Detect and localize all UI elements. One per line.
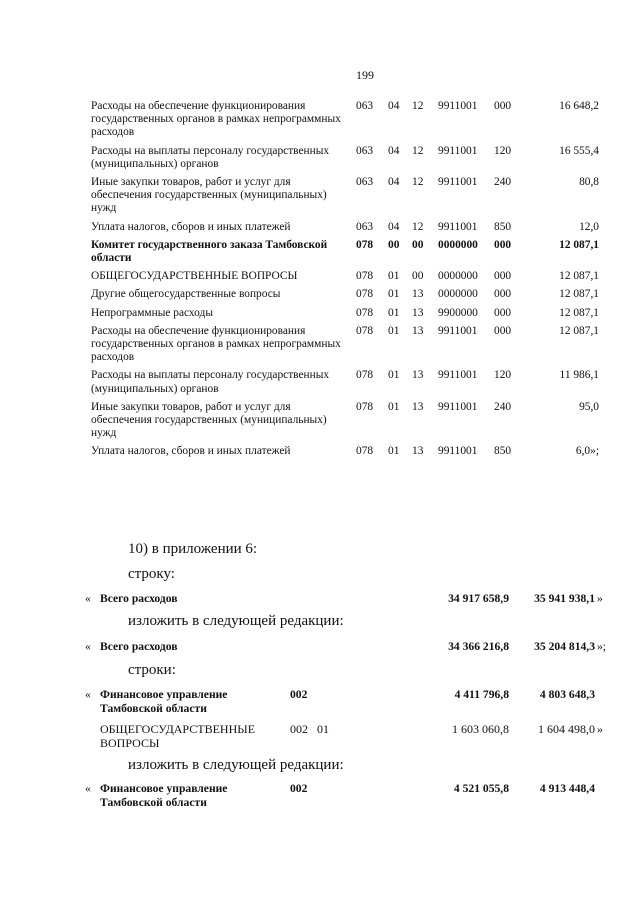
cell-expense-type: 850 [494,445,512,458]
row-description: Непрограммные расходы [91,306,213,319]
value-2: 4 803 648,3 [539,688,595,701]
cell-ministry-code: 078 [356,324,374,337]
cell-expense-type: 850 [494,220,512,233]
cell-amount: 16 555,4 [559,144,599,157]
cell-subsection-code: 00 [412,238,424,251]
value-2: 35 204 814,3 [534,640,595,653]
instruction-izlozhit-2: изложить в следующей редакции: [128,757,344,773]
cell-expense-type: 000 [494,288,512,301]
obshch-row [85,722,615,752]
table-row [91,307,611,320]
cell-target-article: 9900000 [438,306,478,319]
row-name: Финансовое управление Тамбовской области [100,782,228,809]
cell-section-code: 01 [388,324,400,337]
cell-target-article: 9911001 [438,400,478,413]
close-quote: »; [597,640,607,653]
cell-ministry-code: 063 [356,144,374,157]
cell-amount: 12 087,1 [559,288,599,301]
table-row [91,288,611,301]
table-row [91,270,611,283]
cell-subsection-code: 12 [412,144,424,157]
table-row [91,145,611,171]
total-row-old [85,592,615,608]
total-row-new [85,640,615,656]
instruction-izlozhit-1: изложить в следующей редакции: [128,613,344,629]
row-code: 002 [290,782,308,795]
cell-subsection-code: 12 [412,176,424,189]
instruction-stroku: строку: [128,566,175,582]
table-row [91,401,611,441]
row-description: Комитет государственного заказа Тамбовской области [91,238,328,265]
cell-section-code: 01 [388,400,400,413]
row-name: Всего расходов [100,640,178,653]
cell-amount: 12 087,1 [559,238,599,251]
fin-row-old [85,688,615,718]
cell-subsection-code: 13 [412,288,424,301]
row-description: Расходы на выплаты персоналу государственных (муниципальных) органов [91,144,330,170]
row-description: Расходы на выплаты персоналу государственных (муниципальных) органов [91,369,330,395]
open-quote: « [85,640,91,653]
cell-expense-type: 000 [494,100,512,112]
cell-amount: 12 087,1 [559,324,599,337]
cell-expense-type: 240 [494,400,512,413]
section-heading: 10) в приложении 6: [128,541,258,557]
table-row [91,100,611,140]
row-description: Уплата налогов, сборов и иных платежей [91,445,291,458]
row-description: Другие общегосударственные вопросы [91,288,281,301]
cell-ministry-code: 078 [356,270,374,283]
row-description: Иные закупки товаров, работ и услуг для обеспечения государственных (муниципальных) нужд [91,176,327,215]
row-code: 002 [290,688,308,701]
cell-section-code: 04 [388,144,400,157]
cell-section-code: 01 [388,288,400,301]
cell-ministry-code: 063 [356,100,374,112]
cell-section-code: 04 [388,220,400,233]
page-number: 199 [356,68,374,82]
cell-target-article: 9911001 [438,100,478,112]
row-code: 002 01 [290,722,329,736]
fin-row-new [85,782,615,812]
cell-amount: 11 986,1 [559,369,599,382]
close-quote: » [597,592,603,605]
cell-ministry-code: 078 [356,445,374,458]
cell-amount: 95,0 [579,400,599,413]
cell-expense-type: 240 [494,176,512,189]
value-2: 4 913 448,4 [539,782,595,795]
instruction-stroki: строки: [128,662,176,678]
cell-amount: 6,0»; [575,445,599,458]
close-quote: » [597,722,603,736]
cell-ministry-code: 063 [356,176,374,189]
cell-amount: 80,8 [579,176,599,189]
table-row [91,239,611,265]
row-description: ОБЩЕГОСУДАРСТВЕННЫЕ ВОПРОСЫ [91,270,298,283]
value-1: 34 366 216,8 [448,640,509,653]
value-2: 35 941 938,1 [534,592,595,605]
value-1: 34 917 658,9 [448,592,509,605]
cell-ministry-code: 078 [356,238,374,251]
row-description: Иные закупки товаров, работ и услуг для обеспечения государственных (муниципальных) нужд [91,400,327,440]
cell-amount: 12 087,1 [559,306,599,319]
table-row [91,325,611,365]
cell-target-article: 0000000 [438,238,478,251]
table-row [91,176,611,216]
open-quote: « [85,782,91,795]
cell-amount: 12 087,1 [559,270,599,283]
cell-amount: 12,0 [579,220,599,233]
cell-target-article: 9911001 [438,176,478,189]
cell-section-code: 04 [388,176,400,189]
cell-subsection-code: 12 [412,100,424,112]
cell-section-code: 01 [388,306,400,319]
cell-amount: 16 648,2 [559,100,599,112]
value-1: 1 603 060,8 [452,722,509,736]
cell-subsection-code: 13 [412,445,424,458]
cell-ministry-code: 078 [356,306,374,319]
cell-expense-type: 120 [494,144,512,157]
cell-target-article: 9911001 [438,220,478,233]
cell-target-article: 9911001 [438,324,478,337]
cell-subsection-code: 00 [412,270,424,283]
open-quote: « [85,592,91,605]
cell-subsection-code: 13 [412,306,424,319]
cell-expense-type: 000 [494,306,512,319]
value-1: 4 521 055,8 [453,782,509,795]
cell-target-article: 0000000 [438,288,478,301]
value-2: 1 604 498,0 [538,722,595,736]
cell-subsection-code: 13 [412,324,424,337]
table-row [91,445,611,458]
cell-expense-type: 000 [494,238,512,251]
cell-subsection-code: 13 [412,400,424,413]
cell-expense-type: 000 [494,324,512,337]
cell-ministry-code: 078 [356,369,374,382]
cell-expense-type: 000 [494,270,512,283]
cell-ministry-code: 078 [356,288,374,301]
cell-section-code: 04 [388,100,400,112]
row-description: Уплата налогов, сборов и иных платежей [91,220,291,233]
row-name: Всего расходов [100,592,178,605]
row-description: Расходы на обеспечение функционирования государственных органов в рамках непрограммных расходов [91,100,341,139]
budget-table [91,100,611,464]
cell-section-code: 01 [388,270,400,283]
value-1: 4 411 796,8 [454,688,509,701]
cell-subsection-code: 12 [412,220,424,233]
row-name: Финансовое управление Тамбовской области [100,688,228,715]
cell-target-article: 9911001 [438,445,478,458]
cell-target-article: 9911001 [438,144,478,157]
row-name: ОБЩЕГОСУДАРСТВЕННЫЕ ВОПРОСЫ [100,722,256,750]
cell-section-code: 00 [388,238,400,251]
row-description: Расходы на обеспечение функционирования государственных органов в рамках непрограммных расходов [91,324,341,364]
cell-subsection-code: 13 [412,369,424,382]
table-row [91,221,611,234]
open-quote: « [85,688,91,701]
cell-ministry-code: 078 [356,400,374,413]
cell-section-code: 01 [388,445,400,458]
cell-target-article: 9911001 [438,369,478,382]
cell-target-article: 0000000 [438,270,478,283]
cell-ministry-code: 063 [356,220,374,233]
cell-expense-type: 120 [494,369,512,382]
table-row [91,369,611,395]
cell-section-code: 01 [388,369,400,382]
